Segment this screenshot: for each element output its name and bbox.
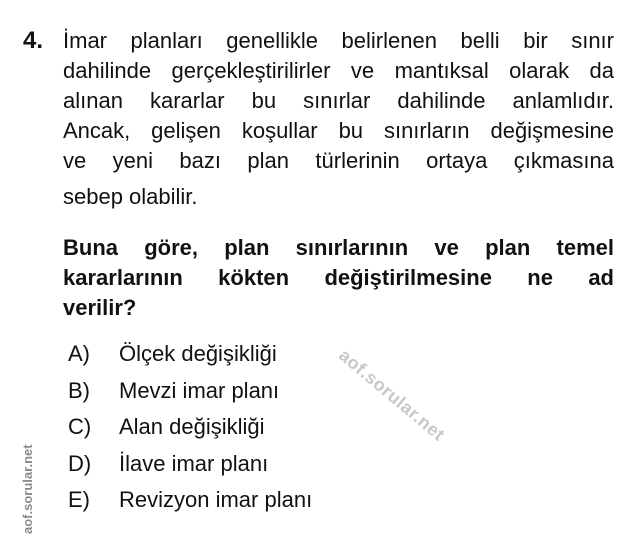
question-number: 4. bbox=[23, 27, 44, 54]
prompt-line: verilir? bbox=[63, 295, 137, 320]
watermark-side: aof.sorular.net bbox=[20, 444, 35, 534]
stem-line: dahilinde gerçekleştirilirler ve mantıksal olarak da bbox=[63, 58, 614, 83]
question-stem bbox=[63, 26, 614, 212]
option-text: Alan değişikliği bbox=[119, 414, 265, 439]
option-text: Ölçek değişikliği bbox=[119, 341, 277, 366]
answer-options bbox=[68, 341, 312, 524]
stem-line: Ancak, gelişen koşullar bu sınırların değişmesine bbox=[63, 118, 614, 143]
prompt-line: kararlarının kökten değiştirilmesine ne ad bbox=[63, 265, 614, 290]
stem-line: İmar planları genellikle belirlenen belli bir sınır bbox=[63, 28, 614, 53]
question-prompt bbox=[63, 233, 614, 323]
option-letter: A) bbox=[68, 341, 90, 366]
option-text: Mevzi imar planı bbox=[119, 377, 280, 403]
option-text: İlave imar planı bbox=[119, 450, 269, 476]
option-b[interactable] bbox=[68, 378, 312, 415]
option-a[interactable] bbox=[68, 341, 312, 378]
option-letter: E) bbox=[68, 487, 90, 512]
option-letter: C) bbox=[68, 414, 92, 439]
option-d[interactable] bbox=[68, 451, 312, 488]
stem-line: ve yeni bazı plan türlerinin ortaya çıkmasına bbox=[63, 148, 614, 173]
prompt-line: Buna göre, plan sınırlarının ve plan temel bbox=[63, 235, 614, 260]
option-c[interactable] bbox=[68, 414, 312, 451]
option-letter: D) bbox=[68, 450, 92, 476]
option-e[interactable] bbox=[68, 487, 312, 524]
stem-line: alınan kararlar bu sınırlar dahilinde anlamlıdır. bbox=[63, 88, 614, 113]
option-text: Revizyon imar planı bbox=[119, 487, 313, 512]
stem-line: sebep olabilir. bbox=[63, 184, 198, 209]
option-letter: B) bbox=[68, 377, 90, 403]
watermark-diagonal: aof.sorular.net bbox=[335, 345, 449, 445]
